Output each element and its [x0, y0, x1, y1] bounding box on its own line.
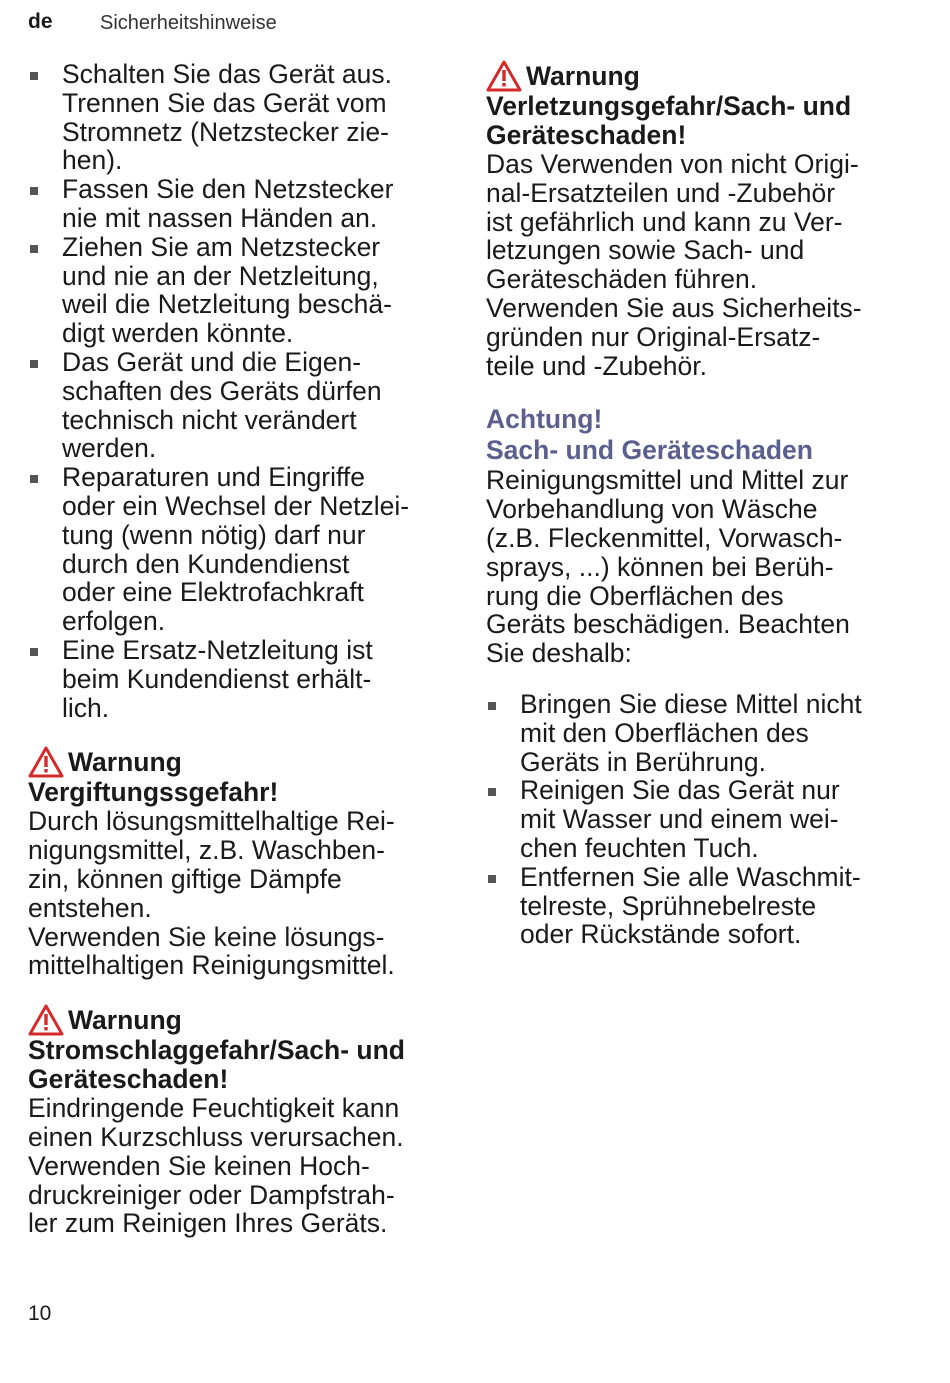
right-bullet-list	[486, 690, 916, 949]
bullet-icon	[30, 187, 38, 195]
warning-triangle-icon	[28, 1004, 64, 1036]
warning-title: Warnung	[28, 746, 458, 778]
warning-electric-shock	[28, 1004, 458, 1238]
warning-text: Eindringende Feuchtigkeit kann einen Kurzschluss verursachen. Verwenden Sie keinen Hoch- druckreiniger oder Dampfstrah- ler zum Reinigen Ihres Geräts.	[28, 1093, 404, 1239]
list-item: Eine Ersatz-Netzleitung ist beim Kundendienst erhält- lich.	[28, 636, 458, 722]
bullet-icon	[30, 648, 38, 656]
section-title: Sicherheitshinweise	[100, 12, 277, 34]
left-bullet-list	[28, 60, 458, 722]
bullet-icon	[488, 875, 496, 883]
list-item: Entfernen Sie alle Waschmit- telreste, Sprühnebelreste oder Rückstände sofort.	[486, 863, 916, 949]
warning-subtitle: Vergiftungssgefahr!	[28, 777, 279, 808]
warning-text: Durch lösungsmittelhaltige Rei- nigungsmittel, z.B. Waschben- zin, können giftige Dämpfe entstehen. Verwenden Sie keine lösungs- mittelhaltigen Reinigungsmittel.	[28, 806, 395, 981]
warning-triangle-icon	[28, 746, 64, 778]
left-column	[28, 60, 458, 1238]
attention-block	[486, 404, 916, 668]
list-item: Reinigen Sie das Gerät nur mit Wasser und einem wei- chen feuchten Tuch.	[486, 776, 916, 862]
attention-subtitle: Sach- und Geräteschaden	[486, 435, 813, 466]
list-item: Fassen Sie den Netzstecker nie mit nassen Händen an.	[28, 175, 458, 233]
attention-text: Reinigungsmittel und Mittel zur Vorbehandlung von Wäsche (z.B. Fleckenmittel, Vorwasch- sprays, ...) können bei Berüh- rung die Oberflächen des Geräts beschädigen. Beachten Sie deshalb:	[486, 465, 850, 669]
list-item: Bringen Sie diese Mittel nicht mit den Oberflächen des Geräts in Berührung.	[486, 690, 916, 776]
bullet-icon	[30, 245, 38, 253]
list-item: Das Gerät und die Eigen- schaften des Geräts dürfen technisch nicht verändert werden.	[28, 348, 458, 463]
page-number: 10	[28, 1302, 52, 1325]
bullet-icon	[30, 72, 38, 80]
bullet-icon	[30, 475, 38, 483]
warning-text: Das Verwenden von nicht Origi- nal-Ersatzteilen und -Zubehör ist gefährlich und kann zu Ver- letzungen sowie Sach- und Geräteschäden führen. Verwenden Sie aus Sicherheits- gründen nur Original-Ersatz- teile und -Zubehör.	[486, 149, 862, 381]
bullet-icon	[488, 702, 496, 710]
warning-subtitle: Stromschlaggefahr/Sach- und Geräteschaden!	[28, 1035, 405, 1095]
page-header	[28, 6, 918, 34]
warning-title: Warnung	[28, 1004, 458, 1036]
warning-subtitle: Verletzungsgefahr/Sach- und Geräteschaden!	[486, 91, 852, 150]
warning-poisoning	[28, 746, 458, 980]
language-label: de	[28, 10, 53, 33]
warning-triangle-icon	[486, 60, 522, 92]
right-column	[486, 60, 916, 949]
list-item: Schalten Sie das Gerät aus. Trennen Sie das Gerät vom Stromnetz (Netzstecker zie- hen).	[28, 60, 458, 175]
bullet-icon	[30, 360, 38, 368]
list-item: Reparaturen und Eingriffe oder ein Wechsel der Netzlei- tung (wenn nötig) darf nur durch den Kundendienst oder eine Elektrofachkraft erfolgen.	[28, 463, 458, 636]
list-item: Ziehen Sie am Netzstecker und nie an der Netzleitung, weil die Netzleitung beschä- digt werden könnte.	[28, 233, 458, 348]
warning-injury	[486, 60, 916, 380]
attention-title: Achtung!	[486, 404, 603, 435]
bullet-icon	[488, 788, 496, 796]
warning-title: Warnung	[486, 60, 916, 92]
